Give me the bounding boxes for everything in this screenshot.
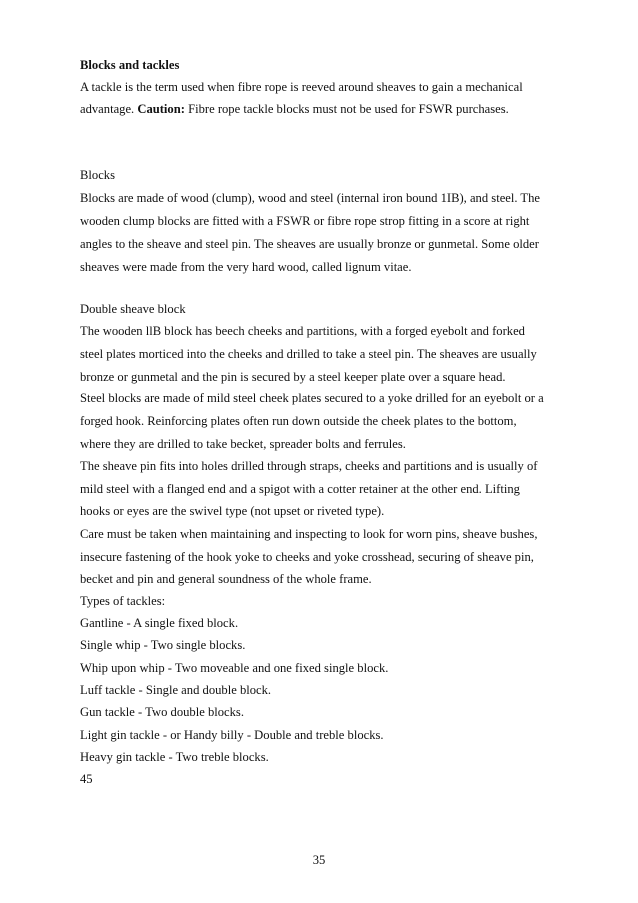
double-sheave-line: mild steel with a flanged end and a spigot with a cotter retainer at the other end. Lifting <box>80 482 520 496</box>
trailing-number: 45 <box>80 772 93 786</box>
blocks-paragraph-line: Blocks are made of wood (clump), wood and steel (internal iron bound 1IB), and steel. The <box>80 191 541 205</box>
double-sheave-line: insecure fastening of the hook yoke to cheeks and yoke crosshead, securing of sheave pin, <box>80 550 534 564</box>
tackle-list-item: Gun tackle - Two double blocks. <box>80 705 244 719</box>
double-sheave-line: where they are drilled to take becket, spreader bolts and ferrules. <box>80 437 406 451</box>
intro-line-2-prefix: advantage. <box>80 102 138 116</box>
intro-line-2-suffix: Fibre rope tackle blocks must not be used for FSWR purchases. <box>184 102 509 116</box>
caution-label: Caution: <box>137 102 185 116</box>
double-sheave-line: Steel blocks are made of mild steel cheek plates secured to a yoke drilled for an eyebolt or a <box>80 391 544 405</box>
double-sheave-line: becket and pin and general soundness of the whole frame. <box>80 572 372 586</box>
tackle-list-item: Light gin tackle - or Handy billy - Double and treble blocks. <box>80 728 384 742</box>
blocks-paragraph-line: sheaves were made from the very hard wood, called lignum vitae. <box>80 260 412 274</box>
double-sheave-line: steel plates morticed into the cheeks and drilled to take a steel pin. The sheaves are usually <box>80 347 537 361</box>
page-number: 35 <box>312 853 326 867</box>
tackle-list-item: Single whip - Two single blocks. <box>80 638 246 652</box>
tackles-heading: Types of tackles: <box>80 594 166 608</box>
blocks-paragraph-line: angles to the sheave and steel pin. The sheaves are usually bronze or gunmetal. Some older <box>80 237 539 251</box>
blocks-paragraph-line: wooden clump blocks are fitted with a FSWR or fibre rope strop fitting in a score at right <box>80 214 530 228</box>
tackle-list-item: Gantline - A single fixed block. <box>80 616 239 630</box>
tackle-list-item: Heavy gin tackle - Two treble blocks. <box>80 750 269 764</box>
double-sheave-heading: Double sheave block <box>80 302 186 316</box>
double-sheave-line: hooks or eyes are the swivel type (not upset or riveted type). <box>80 504 385 518</box>
section-heading-blocks-and-tackles: Blocks and tackles <box>80 58 180 72</box>
intro-line-1: A tackle is the term used when fibre rope is reeved around sheaves to gain a mechanical <box>80 80 523 94</box>
double-sheave-line: The sheave pin fits into holes drilled through straps, cheeks and partitions and is usually of <box>80 459 538 473</box>
intro-line-2 <box>80 102 509 117</box>
double-sheave-line: forged hook. Reinforcing plates often run down outside the cheek plates to the bottom, <box>80 414 517 428</box>
tackle-list-item: Whip upon whip - Two moveable and one fixed single block. <box>80 661 389 675</box>
blocks-heading: Blocks <box>80 168 115 182</box>
double-sheave-line: Care must be taken when maintaining and inspecting to look for worn pins, sheave bushes, <box>80 527 538 541</box>
double-sheave-line: The wooden llB block has beech cheeks and partitions, with a forged eyebolt and forked <box>80 324 525 338</box>
tackle-list-item: Luff tackle - Single and double block. <box>80 683 272 697</box>
double-sheave-line: bronze or gunmetal and the pin is secured by a steel keeper plate over a square head. <box>80 370 506 384</box>
